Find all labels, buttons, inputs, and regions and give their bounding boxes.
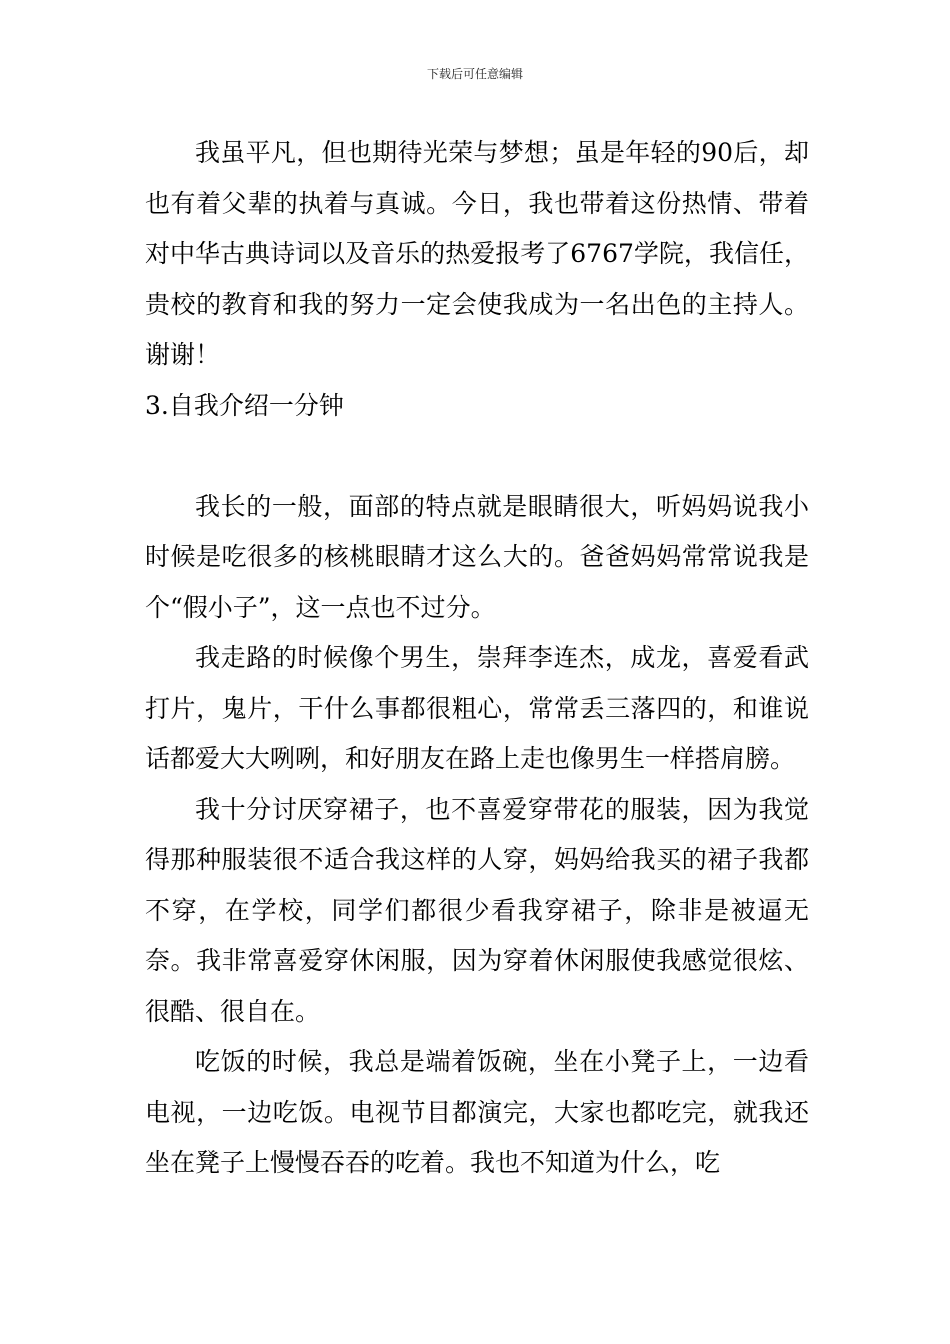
blank-line — [145, 431, 809, 482]
page-header-note: 下载后可任意编辑 — [426, 67, 523, 81]
section-heading: 3.自我介绍一分钟 — [145, 390, 344, 420]
paragraph-appearance: 我长的一般，面部的特点就是眼睛很大，听妈妈说我小时候是吃很多的核桃眼睛才这么大的。爸爸妈妈常常说我是个“假小子”，这一点也不过分。 — [145, 491, 809, 622]
document-body — [145, 128, 809, 1189]
paragraph-closing-speech: 我虽平凡，但也期待光荣与梦想；虽是年轻的90后，却也有着父辈的执着与真诚。今日，我也带着这份热情、带着对中华古典诗词以及音乐的热爱报考了6767学院，我信任，贵校的教育和我的努力一定会使我成为一名出色的主持人。谢谢！ — [145, 138, 809, 369]
paragraph-clothing: 我十分讨厌穿裙子，也不喜爱穿带花的服装，因为我觉得那种服装很不适合我这样的人穿，妈妈给我买的裙子我都不穿，在学校，同学们都很少看我穿裙子，除非是被逼无奈。我非常喜爱穿休闲服，因为穿着休闲服使我感觉很炫、很酷、很自在。 — [145, 794, 809, 1026]
paragraph-behavior: 我走路的时候像个男生，崇拜李连杰，成龙，喜爱看武打片，鬼片，干什么事都很粗心，常常丢三落四的，和谁说话都爱大大咧咧，和好朋友在路上走也像男生一样搭肩膀。 — [145, 643, 809, 773]
paragraph-eating: 吃饭的时候，我总是端着饭碗，坐在小凳子上，一边看电视，一边吃饭。电视节目都演完，大家也都吃完，就我还坐在凳子上慢慢吞吞的吃着。我也不知道为什么，吃 — [145, 1047, 809, 1177]
